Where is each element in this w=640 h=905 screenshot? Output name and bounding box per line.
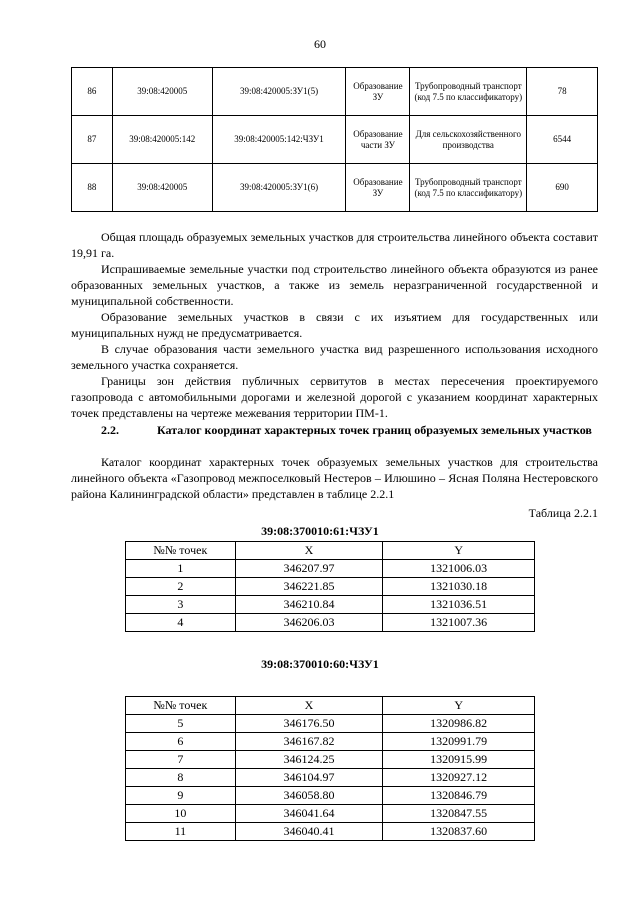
table-cell: 1320837.60 [383,823,535,841]
table-cell: 346058.80 [235,787,383,805]
table-label: Таблица 2.2.1 [528,506,598,520]
table-cell: 346104.97 [235,769,383,787]
table-cell-plot: 39:08:420005:142:ЧЗУ1 [212,116,346,164]
table-row [126,805,535,823]
table-row [126,733,535,751]
table-cell-area: 6544 [527,116,598,164]
table-cell-no: 88 [72,164,113,212]
table-row [126,596,535,614]
coord-table [125,696,535,841]
table-header-row [126,542,535,560]
table-cell: 1320846.79 [383,787,535,805]
table-cell: 5 [126,715,236,733]
table-cell-plot: 39:08:420005:ЗУ1(6) [212,164,346,212]
table-row [72,68,598,116]
table-cell: 2 [126,578,236,596]
table-row [72,116,598,164]
table-cell-use: Трубопроводный транспорт (код 7.5 по классификатору) [410,164,527,212]
section-title: Каталог координат характерных точек границ образуемых земельных участков [157,423,592,437]
table-cell: 1 [126,560,236,578]
body-text [71,229,598,421]
table-cell-plot: 39:08:420005:ЗУ1(5) [212,68,346,116]
table-cell: 1320927.12 [383,769,535,787]
coord-table-title: 39:08:370010:61:ЧЗУ1 [261,524,379,538]
table-cell-area: 690 [527,164,598,212]
column-header: Y [383,697,535,715]
table-cell-type: Образование ЗУ [346,68,410,116]
table-cell-use: Для сельскохозяйственного производства [410,116,527,164]
table-cell: 346221.85 [235,578,383,596]
table-cell: 1321006.03 [383,560,535,578]
column-header: Y [383,542,535,560]
table-row [126,560,535,578]
paragraph: В случае образования части земельного участка вид разрешенного использования исходного земельного участка сохраняется. [71,342,598,372]
table-cell: 1320847.55 [383,805,535,823]
table-cell: 7 [126,751,236,769]
table-cell: 1320986.82 [383,715,535,733]
table-cell-no: 86 [72,68,113,116]
coord-table-title: 39:08:370010:60:ЧЗУ1 [261,657,379,671]
column-header: №№ точек [126,542,236,560]
table-cell: 4 [126,614,236,632]
table-cell: 8 [126,769,236,787]
table-cell-type: Образование части ЗУ [346,116,410,164]
table-cell: 10 [126,805,236,823]
section-intro-block [71,454,598,502]
table-row [126,614,535,632]
table-cell: 346210.84 [235,596,383,614]
table-cell: 346176.50 [235,715,383,733]
table-cell: 9 [126,787,236,805]
table-row [126,769,535,787]
table-row [126,578,535,596]
table-cell: 346206.03 [235,614,383,632]
table-cell: 1320991.79 [383,733,535,751]
table-cell-quarter: 39:08:420005:142 [112,116,212,164]
table-row [126,751,535,769]
section-number: 2.2. [101,423,119,437]
table-cell: 1321007.36 [383,614,535,632]
section-heading [71,422,598,438]
coord-table [125,541,535,632]
column-header: X [235,542,383,560]
table-header-row [126,697,535,715]
table-cell-use: Трубопроводный транспорт (код 7.5 по классификатору) [410,68,527,116]
table-cell: 6 [126,733,236,751]
table-cell: 11 [126,823,236,841]
table-cell: 346167.82 [235,733,383,751]
table-cell-quarter: 39:08:420005 [112,164,212,212]
paragraph: Границы зон действия публичных сервитутов в местах пересечения проектируемого газопровода с автомобильными дорогами и железной дорогой с указанием координат характерных точек представлены на чертеже межевания территории ПМ-1. [71,374,598,420]
table-cell-quarter: 39:08:420005 [112,68,212,116]
table-row [126,787,535,805]
table-row [126,715,535,733]
table-row [126,823,535,841]
table-cell-area: 78 [527,68,598,116]
paragraph: Испрашиваемые земельные участки под строительство линейного объекта образуются из ранее образованных земельных участков, а также из земель неразграниченной государственной и муниципальной собственности. [71,262,598,308]
table-cell: 346124.25 [235,751,383,769]
table-cell: 346040.41 [235,823,383,841]
table-cell: 1320915.99 [383,751,535,769]
table-row [72,164,598,212]
table-cell: 3 [126,596,236,614]
plots-table [71,67,598,212]
section-intro: Каталог координат характерных точек образуемых земельных участков для строительства линейного объекта «Газопровод межпоселковый Нестеров – Илюшино – Ясная Поляна Нестеровского района Калининградской области» представлен в таблице 2.2.1 [71,455,598,501]
table-cell: 346207.97 [235,560,383,578]
table-cell-type: Образование ЗУ [346,164,410,212]
table-cell: 346041.64 [235,805,383,823]
table-cell: 1321030.18 [383,578,535,596]
column-header: X [235,697,383,715]
paragraph: Общая площадь образуемых земельных участков для строительства линейного объекта составит 19,91 га. [71,230,598,260]
table-cell-no: 87 [72,116,113,164]
column-header: №№ точек [126,697,236,715]
table-cell: 1321036.51 [383,596,535,614]
page-number: 60 [314,37,326,51]
paragraph: Образование земельных участков в связи с их изъятием для государственных или муниципальных нужд не предусматривается. [71,310,598,340]
